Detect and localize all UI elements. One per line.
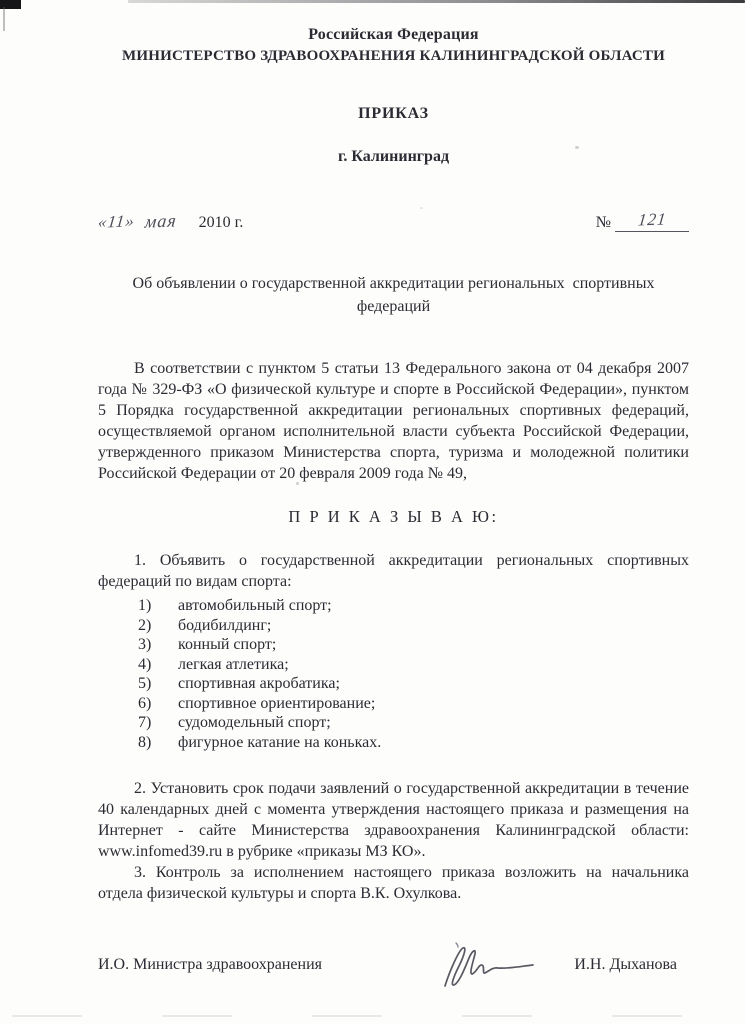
sports-list-item [138, 674, 689, 694]
handwritten-day: «11» [97, 211, 136, 232]
date-group [98, 211, 243, 232]
scan-edge-artifact-bottom [12, 1015, 695, 1017]
order-item-3: 3. Контроль за исполнением настоящего приказа возложить на начальника отдела физической культуры и спорта В.К. Охулкова. [98, 864, 689, 902]
sports-list-item [138, 616, 689, 636]
city-line: г. Калининград [337, 148, 450, 165]
country-line: Российская Федерация [308, 26, 479, 43]
number-sign: № [595, 214, 611, 231]
decree-word: П Р И К А З Ы В А Ю: [288, 507, 499, 526]
order-item-1: 1. Объявить о государственной аккредитации региональных спортивных федераций по видам спорта: [98, 552, 689, 590]
list-item-label: судомодельный спорт; [178, 714, 331, 731]
document-type-heading: ПРИКАЗ [358, 105, 429, 122]
list-item-number: 8) [138, 733, 152, 751]
ministry-line: МИНИСТЕРСТВО ЗДРАВООХРАНЕНИЯ КАЛИНИНГРАДСКОЙ ОБЛАСТИ [122, 48, 665, 64]
number-underline [615, 210, 689, 232]
list-item-number: 4) [138, 655, 152, 673]
document-content [98, 0, 689, 974]
list-item-number: 2) [138, 616, 152, 634]
sports-list-item [138, 596, 689, 616]
preamble-paragraph: В соответствии с пунктом 5 статьи 13 Федерального закона от 04 декабря 2007 года № 329-ФЗ «О физической культуре и спорте в Российской Федерации», пунктом 5 Порядка государственной аккредитации региональных спортивных федераций, осуществляемой органом исполнительной власти субъекта Российской Федерации, утвержденного приказом Министерства спорта, туризма и молодежной политики Российской Федерации от 20 февраля 2009 года № 49, [98, 360, 689, 482]
sports-list-item [138, 655, 689, 675]
sports-list [98, 596, 689, 752]
list-item-label: конный спорт; [178, 636, 277, 653]
order-item-2: 2. Установить срок подачи заявлений о государственной аккредитации в течение 40 календарных дней с момента утверждения настоящего приказа и размещения на Интернет - сайте Министерства здравоохранения Калининградской области: www.infomed39.ru в рубрике «приказы МЗ КО». [98, 780, 689, 860]
list-item-number: 5) [138, 675, 152, 692]
signatory-position: И.О. Министра здравоохранения [98, 956, 322, 973]
list-item-number: 7) [138, 714, 152, 731]
list-item-number: 6) [138, 694, 152, 712]
handwritten-month: мая [143, 210, 178, 232]
sports-list-item [138, 733, 689, 753]
scan-edge-artifact-left [3, 7, 5, 31]
sports-list-item [138, 694, 689, 714]
signatory-name: И.Н. Дыханова [574, 956, 677, 973]
list-item-label: спортивное ориентирование; [178, 694, 376, 712]
list-item-label: легкая атлетика; [178, 655, 289, 673]
signature-block [98, 956, 689, 974]
list-item-number: 1) [138, 597, 152, 614]
order-title: Об объявлении о государственной аккредитации региональных спортивных федераций [132, 275, 659, 315]
list-item-number: 3) [138, 636, 152, 653]
order-number-group [596, 210, 689, 232]
sports-list-item [138, 635, 689, 655]
typed-year: 2010 г. [198, 214, 244, 231]
sports-list-item [138, 713, 689, 733]
list-item-label: фигурное катание на коньках. [178, 733, 382, 751]
handwritten-signature [423, 940, 538, 998]
letterhead [98, 0, 689, 65]
list-item-label: спортивная акробатика; [178, 675, 340, 692]
handwritten-order-number: 121 [636, 209, 668, 230]
list-item-label: автомобильный спорт; [178, 597, 332, 614]
list-item-label: бодибилдинг; [178, 616, 272, 634]
date-number-row [98, 210, 689, 232]
